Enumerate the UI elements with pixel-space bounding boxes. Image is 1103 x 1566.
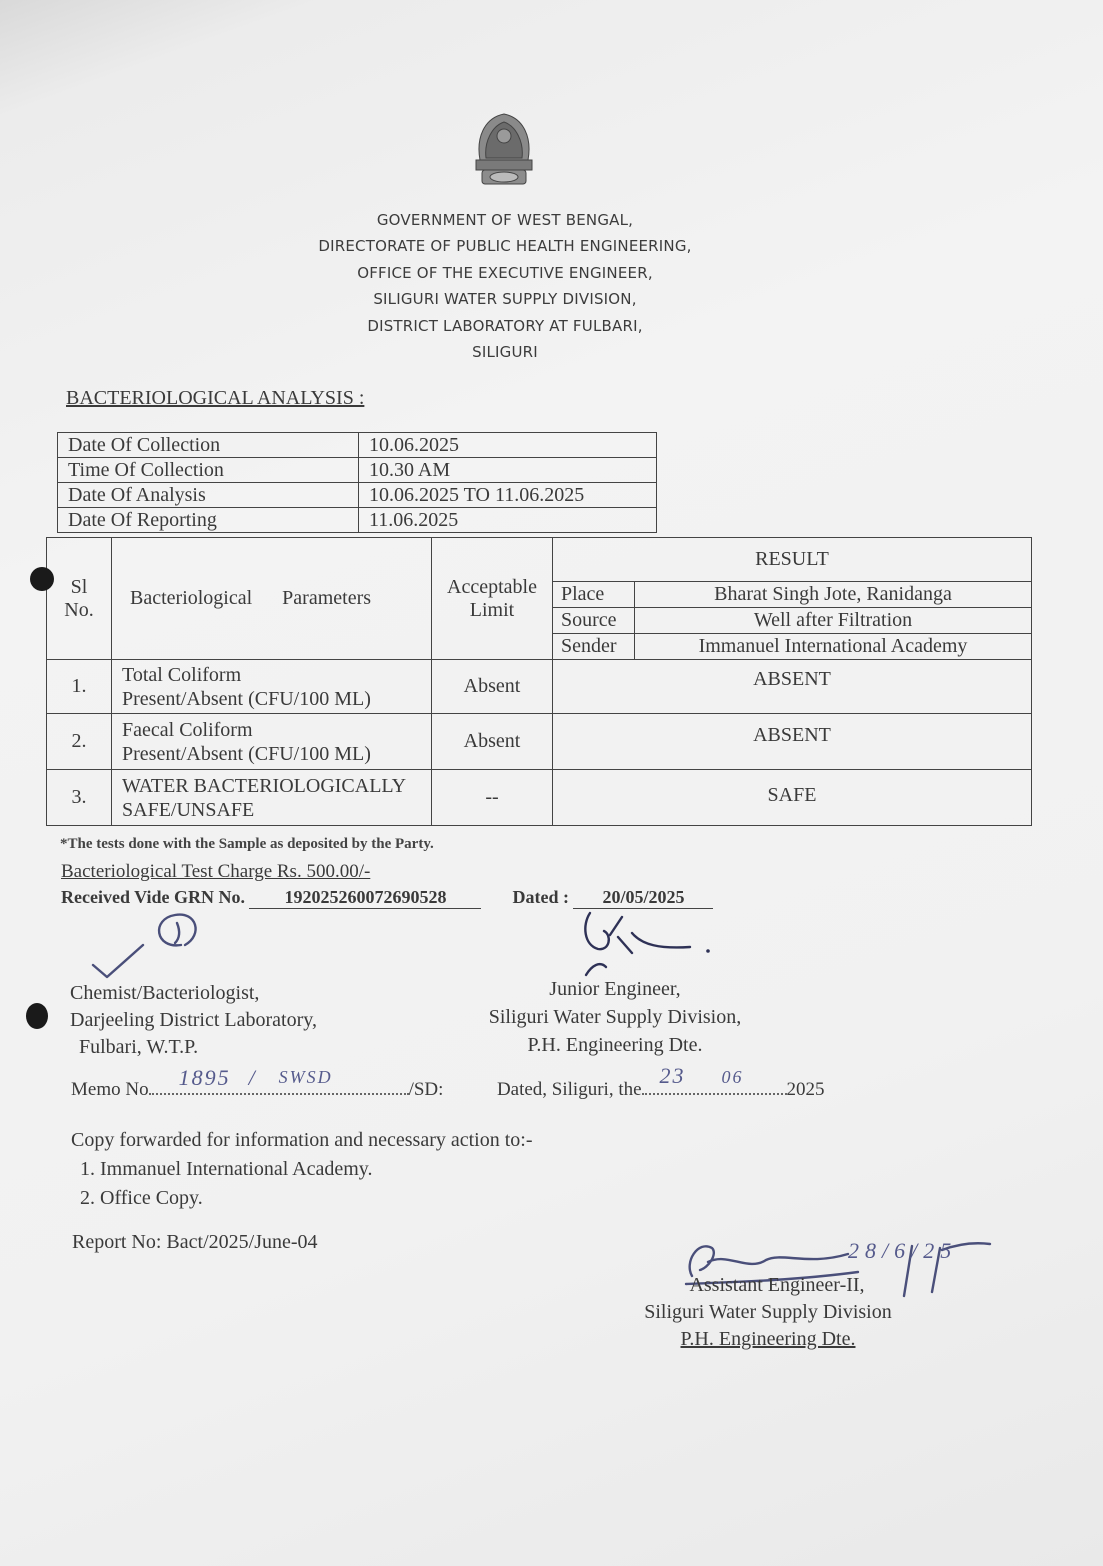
meta-value: 11.06.2025 [359,508,657,533]
info-value: Bharat Singh Jote, Ranidanga [635,582,1032,608]
chemist-location: Fulbari, W.T.P. [79,1036,199,1058]
copy-intro: Copy forwarded for information and necessary action to:- [71,1129,533,1151]
info-value: Immanuel International Academy [635,634,1032,660]
ashoka-emblem-icon [466,108,542,190]
junior-engineer-title: Junior Engineer, [549,978,681,1000]
results-table [46,537,1032,826]
parameters-header: Bacteriological Parameters [112,538,432,660]
table-row [47,660,1032,714]
collection-info-table [57,432,657,533]
parameter-cell: WATER BACTERIOLOGICALLY SAFE/UNSAFE [112,770,432,826]
sl-no-header: Sl No. [47,538,112,660]
report-number: Report No: Bact/2025/June-04 [72,1231,318,1253]
sl-cell: 2. [47,714,112,770]
header-line-1: GOVERNMENT OF WEST BENGAL, [376,211,634,229]
memo-line: Memo No 1895 / SWSD /SD: Dated, Siliguri, the 23 06 2025 [71,1063,825,1100]
header-line-2: DIRECTORATE OF PUBLIC HEALTH ENGINEERING, [318,237,692,255]
copy-item: 2. Office Copy. [80,1187,203,1209]
memo-dated-label: Dated, Siliguri, the [496,1079,642,1100]
acceptable-limit-header: Acceptable Limit [432,538,553,660]
table-row [47,714,1032,770]
meta-label: Date Of Analysis [58,483,359,508]
junior-engineer-division: Siliguri Water Supply Division, [488,1006,742,1028]
memo-suffix: /SD: [408,1079,444,1100]
meta-label: Time Of Collection [58,458,359,483]
assistant-engineer-block [630,1272,906,1353]
info-label: Sender [553,634,635,660]
meta-value: 10.06.2025 [359,433,657,458]
table-row [58,458,657,483]
memo-year: 2025 [786,1079,825,1100]
header-line-5: DISTRICT LABORATORY AT FULBARI, [367,317,643,335]
assistant-engineer-date: 28/6/25 [848,1238,958,1263]
header-line-4: SILIGURI WATER SUPPLY DIVISION, [373,290,637,308]
assistant-engineer-title: Assistant Engineer-II, [689,1274,865,1296]
table-row [47,770,1032,826]
header-line-3: OFFICE OF THE EXECUTIVE ENGINEER, [357,264,653,282]
result-cell: ABSENT [553,714,1032,770]
meta-label: Date Of Reporting [58,508,359,533]
info-label: Source [553,608,635,634]
parameter-cell: Faecal Coliform Present/Absent (CFU/100 ML) [112,714,432,770]
punch-hole [26,1003,48,1029]
table-row [58,483,657,508]
table-header-row [47,538,1032,582]
sl-cell: 1. [47,660,112,714]
chemist-signature [85,905,245,985]
grn-dated-label: Dated : [512,887,569,907]
result-header: RESULT [553,538,1032,582]
table-row [58,433,657,458]
memo-number: 1895 [178,1065,231,1090]
result-cell: ABSENT [553,660,1032,714]
memo-code: SWSD [278,1067,333,1087]
copy-item: 1. Immanuel International Academy. [80,1158,373,1180]
header-line-6: SILIGURI [472,343,538,361]
meta-label: Date Of Collection [58,433,359,458]
info-value: Well after Filtration [635,608,1032,634]
assistant-engineer-division: Siliguri Water Supply Division [644,1301,892,1323]
grn-number: 192025260072690528 [249,887,481,909]
junior-engineer-block [480,975,750,1059]
section-title: BACTERIOLOGICAL ANALYSIS : [66,387,365,409]
footnote: *The tests done with the Sample as deposited by the Party. [60,836,434,852]
chemist-title: Chemist/Bacteriologist, [70,982,260,1004]
grn-label: Received Vide GRN No. [61,887,245,907]
memo-month: 06 [721,1067,744,1087]
chemist-lab: Darjeeling District Laboratory, [70,1009,317,1031]
junior-engineer-dept: P.H. Engineering Dte. [527,1034,703,1056]
parameter-cell: Total Coliform Present/Absent (CFU/100 ML) [112,660,432,714]
grn-dated-value: 20/05/2025 [573,887,713,909]
memo-label: Memo No [71,1079,149,1100]
result-cell: SAFE [553,770,1032,826]
memo-day: 23 [659,1063,686,1088]
info-label: Place [553,582,635,608]
limit-cell: Absent [432,660,553,714]
assistant-engineer-dept: P.H. Engineering Dte. [680,1328,856,1350]
punch-hole [30,567,54,591]
limit-cell: -- [432,770,553,826]
chemist-block [70,980,317,1061]
limit-cell: Absent [432,714,553,770]
copy-block [71,1126,533,1213]
table-row [58,508,657,533]
charge-line: Bacteriological Test Charge Rs. 500.00/- [61,861,371,882]
sl-cell: 3. [47,770,112,826]
meta-value: 10.30 AM [359,458,657,483]
meta-value: 10.06.2025 TO 11.06.2025 [359,483,657,508]
